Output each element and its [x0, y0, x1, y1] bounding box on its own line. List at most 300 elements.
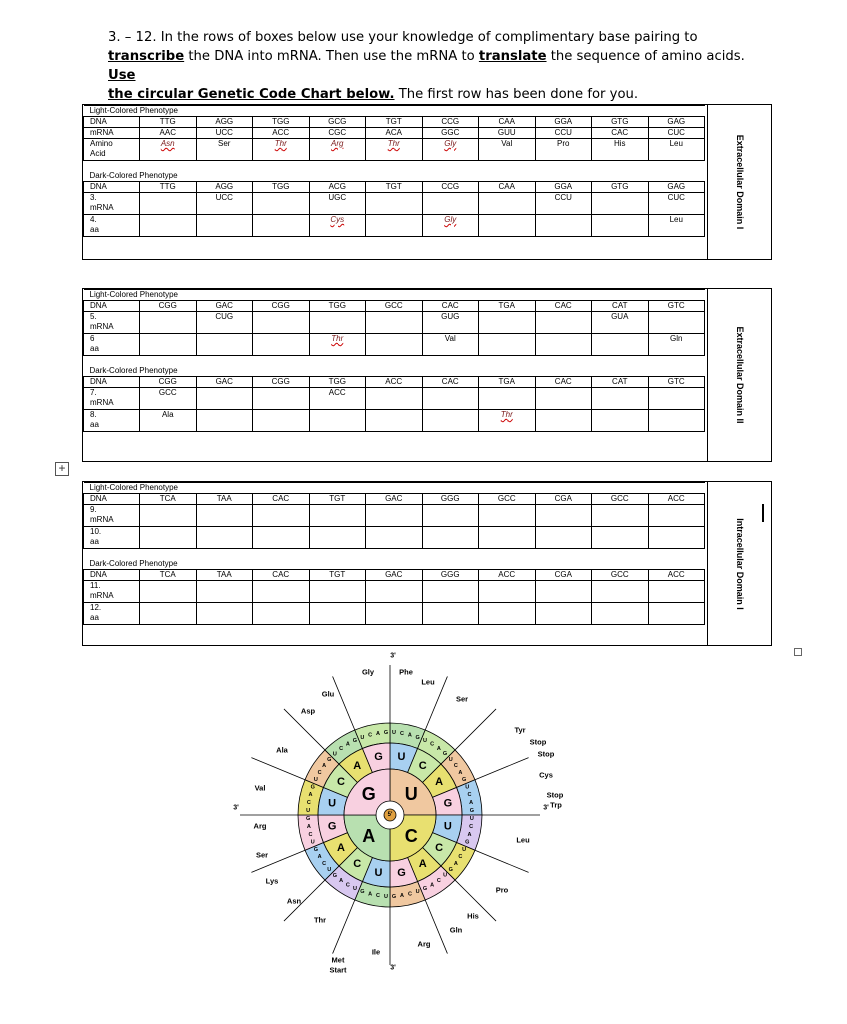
- codon-cell[interactable]: [479, 505, 536, 527]
- codon-cell[interactable]: GGC: [422, 128, 479, 139]
- codon-cell[interactable]: GUU: [479, 128, 536, 139]
- row-label: [84, 505, 140, 527]
- codon-cell[interactable]: TAA: [196, 494, 253, 505]
- amino-acid-divider: [475, 850, 529, 872]
- codon-cell[interactable]: [479, 334, 536, 356]
- third-base-letter: A: [339, 877, 344, 884]
- codon-cell[interactable]: [366, 215, 423, 237]
- codon-cell[interactable]: ACC: [648, 494, 705, 505]
- codon-cell[interactable]: Arg: [309, 139, 366, 161]
- third-base-letter: C: [467, 792, 472, 799]
- codon-cell[interactable]: [366, 505, 423, 527]
- codon-cell[interactable]: [309, 527, 366, 549]
- codon-cell[interactable]: CGG: [140, 301, 197, 312]
- third-base-letter: A: [458, 769, 463, 776]
- amino-acid-label: Stop: [546, 790, 564, 800]
- codon-cell[interactable]: [140, 527, 197, 549]
- codon-cell[interactable]: [479, 215, 536, 237]
- row-label-text-2: aa: [90, 537, 99, 546]
- codon-cell[interactable]: Leu: [648, 139, 705, 161]
- amino-acid-label: Ala: [276, 745, 288, 755]
- phenotype-label: Light-Colored Phenotype: [84, 290, 705, 301]
- codon-cell[interactable]: [535, 312, 592, 334]
- codon-cell[interactable]: [196, 388, 253, 410]
- codon-cell[interactable]: [592, 581, 649, 603]
- codon-cell[interactable]: GAG: [648, 117, 705, 128]
- row-label-text: 12.: [90, 603, 102, 612]
- codon-cell[interactable]: TGT: [366, 182, 423, 193]
- third-base-letter: A: [467, 831, 472, 838]
- third-base-letter: C: [317, 769, 322, 776]
- amino-acid-label: Gly: [361, 667, 375, 677]
- third-base-letter: G: [332, 872, 338, 879]
- codon-cell[interactable]: [309, 603, 366, 625]
- codon-cell[interactable]: [366, 312, 423, 334]
- codon-table: [83, 482, 705, 625]
- codon-cell[interactable]: [422, 581, 479, 603]
- codon-cell[interactable]: CUG: [196, 312, 253, 334]
- third-base-letter: G: [469, 807, 475, 814]
- codon-cell[interactable]: His: [592, 139, 649, 161]
- codon-cell[interactable]: TGT: [366, 117, 423, 128]
- codon-cell[interactable]: [648, 581, 705, 603]
- codon-cell[interactable]: [422, 193, 479, 215]
- codon-cell[interactable]: GGA: [535, 117, 592, 128]
- row-label-text: DNA: [90, 494, 107, 503]
- codon-cell[interactable]: [366, 527, 423, 549]
- codon-cell[interactable]: [253, 410, 310, 432]
- codon-cell[interactable]: TGG: [253, 182, 310, 193]
- third-base-letter: G: [352, 737, 358, 744]
- codon-cell[interactable]: Thr: [479, 410, 536, 432]
- codon-cell[interactable]: [592, 334, 649, 356]
- third-base-letter: U: [327, 867, 332, 874]
- codon-cell[interactable]: CCU: [535, 193, 592, 215]
- codon-cell[interactable]: [535, 388, 592, 410]
- row-label: [84, 193, 140, 215]
- codon-cell[interactable]: AAC: [140, 128, 197, 139]
- codon-cell[interactable]: TTG: [140, 117, 197, 128]
- codon-cell[interactable]: [253, 581, 310, 603]
- row-label: [84, 410, 140, 432]
- codon-cell[interactable]: [479, 603, 536, 625]
- third-base-letter: C: [407, 891, 412, 898]
- row-label-text-2: aa: [90, 344, 99, 353]
- codon-cell[interactable]: TGT: [309, 570, 366, 581]
- codon-cell[interactable]: AGG: [196, 182, 253, 193]
- second-base-letter: U: [374, 866, 383, 879]
- row-label-text-2: aa: [90, 225, 99, 234]
- codon-cell[interactable]: CAC: [422, 301, 479, 312]
- codon-cell[interactable]: Val: [479, 139, 536, 161]
- third-base-letter: G: [461, 776, 467, 783]
- codon-cell[interactable]: CAT: [592, 377, 649, 388]
- third-base-letter: U: [352, 886, 357, 893]
- phenotype-label: Dark-Colored Phenotype: [84, 161, 705, 182]
- phenotype-label: Dark-Colored Phenotype: [84, 356, 705, 377]
- codon-cell[interactable]: TCA: [140, 494, 197, 505]
- row-label-text-2: mRNA: [90, 322, 114, 331]
- codon-cell[interactable]: [253, 215, 310, 237]
- codon-cell[interactable]: [535, 410, 592, 432]
- instructions-tail: The first row has been done for you.: [394, 87, 639, 102]
- codon-cell[interactable]: [196, 527, 253, 549]
- codon-cell[interactable]: [140, 603, 197, 625]
- third-base-letter: G: [310, 784, 315, 791]
- codon-cell[interactable]: CCG: [422, 117, 479, 128]
- codon-cell[interactable]: Thr: [309, 334, 366, 356]
- third-base-letter: A: [317, 854, 322, 861]
- phenotype-row: [84, 290, 705, 301]
- amino-acid-divider: [475, 758, 529, 780]
- codon-cell[interactable]: GGG: [422, 570, 479, 581]
- codon-cell[interactable]: [309, 312, 366, 334]
- three-prime-left-label: 3': [233, 804, 239, 812]
- codon-cell[interactable]: CGA: [535, 494, 592, 505]
- codon-cell[interactable]: [535, 527, 592, 549]
- codon-cell[interactable]: [535, 334, 592, 356]
- codon-cell[interactable]: GGG: [422, 494, 479, 505]
- third-base-letter: U: [415, 889, 420, 896]
- amino-acid-label: Asp: [300, 706, 316, 716]
- row-label: [84, 494, 140, 505]
- amino-acid-label: Met: [331, 955, 345, 965]
- amino-acid-label: Arg: [253, 821, 267, 831]
- codon-cell[interactable]: [648, 603, 705, 625]
- codon-cell[interactable]: CUC: [648, 193, 705, 215]
- codon-cell[interactable]: [253, 505, 310, 527]
- codon-cell[interactable]: [648, 388, 705, 410]
- codon-cell[interactable]: GUG: [422, 312, 479, 334]
- codon-cell[interactable]: Thr: [366, 139, 423, 161]
- row-label-text: 11.: [90, 581, 101, 590]
- codon-cell[interactable]: [422, 388, 479, 410]
- codon-cell[interactable]: [479, 312, 536, 334]
- codon-cell[interactable]: Leu: [648, 215, 705, 237]
- phenotype-label: Light-Colored Phenotype: [84, 106, 705, 117]
- third-base-letter: U: [448, 756, 453, 763]
- row-label-text: Amino: [90, 139, 113, 148]
- codon-cell[interactable]: [592, 215, 649, 237]
- row-label: [84, 117, 140, 128]
- codon-cell[interactable]: [535, 603, 592, 625]
- codon-cell[interactable]: CGC: [309, 128, 366, 139]
- codon-cell[interactable]: [535, 505, 592, 527]
- codon-cell[interactable]: [592, 193, 649, 215]
- codon-cell[interactable]: GCC: [366, 301, 423, 312]
- codon-cell[interactable]: CGG: [253, 301, 310, 312]
- row-label-text: 7.: [90, 388, 97, 397]
- codon-cell[interactable]: [479, 193, 536, 215]
- codon-cell[interactable]: CAC: [253, 494, 310, 505]
- instructions-mid1: the DNA into mRNA. Then use the mRNA to: [184, 49, 479, 64]
- table-move-handle-icon[interactable]: +: [55, 462, 69, 476]
- codon-cell[interactable]: Ala: [140, 410, 197, 432]
- second-base-letter: G: [327, 820, 337, 833]
- codon-cell[interactable]: ACC: [309, 388, 366, 410]
- codon-cell[interactable]: Val: [422, 334, 479, 356]
- codon-cell[interactable]: ACC: [366, 377, 423, 388]
- table-row: [84, 334, 705, 356]
- codon-cell[interactable]: UCC: [196, 193, 253, 215]
- codon-cell[interactable]: [648, 410, 705, 432]
- phenotype-row: [84, 356, 705, 377]
- codon-cell[interactable]: [422, 410, 479, 432]
- codon-cell[interactable]: [422, 603, 479, 625]
- codon-cell[interactable]: GAC: [196, 377, 253, 388]
- amino-acid-label: Thr: [313, 915, 327, 925]
- codon-cell[interactable]: [479, 527, 536, 549]
- codon-cell[interactable]: [196, 334, 253, 356]
- codon-cell[interactable]: GTC: [648, 301, 705, 312]
- codon-cell[interactable]: [366, 410, 423, 432]
- codon-cell[interactable]: [140, 215, 197, 237]
- codon-cell[interactable]: [479, 581, 536, 603]
- first-base-letter: A: [362, 826, 376, 847]
- codon-cell[interactable]: CAC: [422, 377, 479, 388]
- codon-cell[interactable]: [592, 603, 649, 625]
- row-label-text-2: mRNA: [90, 398, 114, 407]
- codon-cell[interactable]: CCU: [535, 128, 592, 139]
- codon-cell[interactable]: [479, 388, 536, 410]
- amino-acid-divider: [251, 758, 305, 780]
- codon-cell[interactable]: Pro: [535, 139, 592, 161]
- codon-cell[interactable]: CAT: [592, 301, 649, 312]
- codon-cell[interactable]: [196, 505, 253, 527]
- codon-cell[interactable]: GTC: [648, 377, 705, 388]
- codon-cell[interactable]: [366, 193, 423, 215]
- codon-cell[interactable]: [196, 215, 253, 237]
- third-base-letter: G: [415, 734, 420, 741]
- codon-cell[interactable]: [253, 193, 310, 215]
- codon-cell[interactable]: GAC: [366, 570, 423, 581]
- codon-cell[interactable]: [648, 527, 705, 549]
- codon-cell[interactable]: [140, 581, 197, 603]
- codon-cell[interactable]: [366, 581, 423, 603]
- codon-cell[interactable]: CGA: [535, 570, 592, 581]
- codon-cell[interactable]: [253, 527, 310, 549]
- codon-cell[interactable]: GTG: [592, 117, 649, 128]
- codon-cell[interactable]: Gln: [648, 334, 705, 356]
- codon-cell[interactable]: GTG: [592, 182, 649, 193]
- amino-acid-label: Leu: [516, 835, 530, 845]
- third-base-letter: C: [345, 882, 350, 889]
- third-base-letter: U: [332, 751, 337, 758]
- codon-cell[interactable]: [592, 410, 649, 432]
- codon-cell[interactable]: CAC: [535, 377, 592, 388]
- codon-cell[interactable]: TGA: [479, 301, 536, 312]
- codon-cell[interactable]: TAA: [196, 570, 253, 581]
- codon-cell[interactable]: UCC: [196, 128, 253, 139]
- table-row: [84, 527, 705, 549]
- row-label: [84, 139, 140, 161]
- table-row: [84, 193, 705, 215]
- codon-cell[interactable]: GCC: [479, 494, 536, 505]
- row-label-text-2: aa: [90, 420, 99, 429]
- domain-label: Intracellular Domain I: [734, 517, 745, 610]
- codon-cell[interactable]: CGG: [253, 377, 310, 388]
- codon-cell[interactable]: GGA: [535, 182, 592, 193]
- genetic-code-wheel: [200, 648, 600, 978]
- domain-block: [82, 104, 772, 260]
- row-label-text-2: Acid: [90, 149, 106, 158]
- third-base-letter: G: [313, 847, 319, 854]
- codon-cell[interactable]: CAC: [253, 570, 310, 581]
- codon-cell[interactable]: CAA: [479, 117, 536, 128]
- amino-acid-label: Ser: [455, 694, 469, 704]
- amino-acid-label: Glu: [321, 689, 335, 699]
- row-label-text: 3.: [90, 193, 97, 202]
- codon-cell[interactable]: TGT: [309, 494, 366, 505]
- codon-cell[interactable]: [592, 527, 649, 549]
- third-base-letter: A: [308, 792, 313, 799]
- codon-cell[interactable]: Asn: [140, 139, 197, 161]
- third-base-letter: U: [310, 839, 315, 846]
- second-base-letter: A: [336, 841, 345, 854]
- codon-cell[interactable]: GCC: [592, 570, 649, 581]
- row-label: [84, 570, 140, 581]
- word-use: Use: [108, 68, 136, 83]
- table-row: [84, 570, 705, 581]
- codon-cell[interactable]: GAC: [196, 301, 253, 312]
- codon-cell[interactable]: CUC: [648, 128, 705, 139]
- codon-cell[interactable]: [253, 388, 310, 410]
- row-label-text: DNA: [90, 182, 107, 191]
- codon-cell[interactable]: ACC: [648, 570, 705, 581]
- codon-cell[interactable]: [196, 581, 253, 603]
- table-row: [84, 312, 705, 334]
- row-label: [84, 182, 140, 193]
- third-base-letter: U: [462, 847, 467, 854]
- row-label-text-2: mRNA: [90, 515, 114, 524]
- table-resize-handle-icon[interactable]: [794, 648, 802, 656]
- codon-cell[interactable]: [253, 603, 310, 625]
- codon-cell[interactable]: TTG: [140, 182, 197, 193]
- amino-acid-label: Tyr: [514, 725, 526, 735]
- codon-cell[interactable]: GUA: [592, 312, 649, 334]
- codon-cell[interactable]: [535, 215, 592, 237]
- instructions-mid2: the sequence of amino acids.: [546, 49, 745, 64]
- first-base-letter: U: [404, 783, 418, 804]
- codon-cell[interactable]: CAC: [592, 128, 649, 139]
- codon-cell[interactable]: [253, 334, 310, 356]
- third-base-letter: C: [458, 854, 463, 861]
- table-row: [84, 410, 705, 432]
- codon-cell[interactable]: [140, 505, 197, 527]
- codon-cell[interactable]: [140, 334, 197, 356]
- second-base-letter: G: [443, 797, 453, 810]
- codon-cell[interactable]: [309, 581, 366, 603]
- three-prime-bottom-label: 3': [390, 964, 396, 972]
- codon-cell[interactable]: Cys: [309, 215, 366, 237]
- third-base-letter: G: [305, 816, 311, 823]
- three-prime-right-label: 3': [543, 804, 549, 812]
- codon-cell[interactable]: [422, 527, 479, 549]
- codon-cell[interactable]: [592, 505, 649, 527]
- codon-cell[interactable]: [309, 410, 366, 432]
- third-base-letter: U: [313, 776, 318, 783]
- second-base-letter: A: [418, 858, 427, 871]
- codon-cell[interactable]: [253, 312, 310, 334]
- row-label-text: DNA: [90, 117, 107, 126]
- codon-cell[interactable]: [535, 581, 592, 603]
- codon-cell[interactable]: [366, 388, 423, 410]
- codon-cell[interactable]: CGG: [140, 377, 197, 388]
- third-base-letter: A: [407, 732, 412, 739]
- row-label-text-2: aa: [90, 613, 99, 622]
- codon-cell[interactable]: [366, 334, 423, 356]
- codon-cell[interactable]: [140, 312, 197, 334]
- codon-cell[interactable]: GCC: [140, 388, 197, 410]
- codon-cell[interactable]: Ser: [196, 139, 253, 161]
- codon-cell[interactable]: GAG: [648, 182, 705, 193]
- third-base-letter: C: [339, 746, 344, 753]
- codon-cell[interactable]: UGC: [309, 193, 366, 215]
- codon-cell[interactable]: GCC: [592, 494, 649, 505]
- codon-cell[interactable]: [366, 603, 423, 625]
- codon-cell[interactable]: TGA: [479, 377, 536, 388]
- codon-cell[interactable]: [422, 505, 479, 527]
- codon-cell[interactable]: [196, 603, 253, 625]
- codon-cell[interactable]: CCG: [422, 182, 479, 193]
- third-base-letter: C: [375, 893, 380, 900]
- codon-cell[interactable]: ACA: [366, 128, 423, 139]
- amino-acid-label: Gln: [449, 925, 463, 935]
- third-base-letter: G: [327, 756, 332, 763]
- codon-cell[interactable]: TGG: [253, 117, 310, 128]
- codon-cell[interactable]: [140, 193, 197, 215]
- codon-cell[interactable]: [648, 312, 705, 334]
- codon-cell[interactable]: [196, 410, 253, 432]
- codon-cell[interactable]: ACG: [309, 182, 366, 193]
- second-base-letter: C: [435, 841, 444, 854]
- table-row: [84, 117, 705, 128]
- codon-cell[interactable]: Thr: [253, 139, 310, 161]
- third-base-letter: C: [322, 860, 327, 867]
- codon-cell[interactable]: AGG: [196, 117, 253, 128]
- table-row: [84, 128, 705, 139]
- codon-cell[interactable]: CAA: [479, 182, 536, 193]
- codon-cell[interactable]: ACC: [253, 128, 310, 139]
- codon-cell[interactable]: [309, 505, 366, 527]
- codon-cell[interactable]: TCA: [140, 570, 197, 581]
- row-label: [84, 215, 140, 237]
- third-base-letter: C: [453, 763, 458, 770]
- row-label: [84, 128, 140, 139]
- codon-cell[interactable]: TGG: [309, 377, 366, 388]
- codon-cell[interactable]: TGG: [309, 301, 366, 312]
- row-label-text: mRNA: [90, 128, 114, 137]
- second-base-letter: A: [435, 776, 444, 789]
- amino-acid-divider: [455, 709, 496, 750]
- codon-cell[interactable]: [592, 388, 649, 410]
- third-base-letter: C: [400, 730, 405, 737]
- codon-cell[interactable]: ACC: [479, 570, 536, 581]
- domain-block: [82, 288, 772, 462]
- codon-cell[interactable]: Gly: [422, 139, 479, 161]
- third-base-letter: A: [400, 893, 405, 900]
- codon-cell[interactable]: [648, 505, 705, 527]
- third-base-letter: C: [308, 831, 313, 838]
- codon-cell[interactable]: GAC: [366, 494, 423, 505]
- domain-label-column: [707, 289, 771, 461]
- row-label-text: 9.: [90, 505, 97, 514]
- codon-cell[interactable]: GCG: [309, 117, 366, 128]
- phenotype-label: Dark-Colored Phenotype: [84, 549, 705, 570]
- codon-cell[interactable]: CAC: [535, 301, 592, 312]
- row-label-text: 10.: [90, 527, 102, 536]
- codon-cell[interactable]: Gly: [422, 215, 479, 237]
